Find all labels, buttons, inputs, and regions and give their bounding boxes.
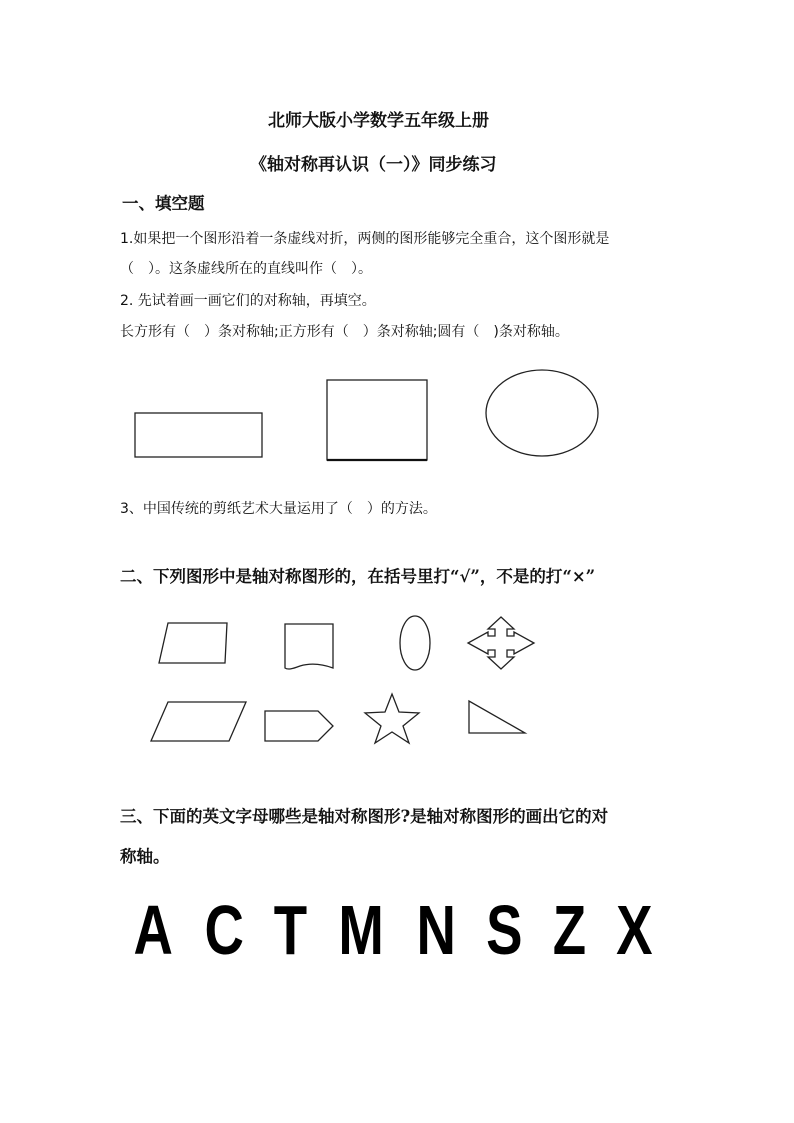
question1-line1: 1.如果把一个图形沿着一条虚线对折，两侧的图形能够完全重合，这个图形就是 xyxy=(120,231,610,247)
section3-heading-line2: 称轴。 xyxy=(120,847,170,866)
letter-m: M xyxy=(338,891,385,969)
four-way-arrow-shape xyxy=(468,617,534,669)
letter-z: Z xyxy=(553,891,587,969)
pentagon-arrow-shape xyxy=(265,711,333,741)
slanted-parallelogram-shape xyxy=(151,702,246,741)
square-shape xyxy=(327,380,427,460)
letter-n: N xyxy=(416,891,456,969)
star-shape xyxy=(365,694,419,743)
letter-x: X xyxy=(616,891,653,969)
question2-line2: 长方形有（ ）条对称轴;正方形有（ ）条对称轴;圆有（ )条对称轴。 xyxy=(120,324,569,340)
rectangle-shape xyxy=(135,413,262,457)
letter-s: S xyxy=(486,891,524,969)
worksheet-subtitle: 《轴对称再认识（一）》同步练习 xyxy=(250,155,497,175)
question2-line1: 2. 先试着画一画它们的对称轴，再填空。 xyxy=(120,293,376,309)
question1-line2: （ ）。这条虚线所在的直线叫作（ ）。 xyxy=(120,261,372,277)
worksheet-title: 北师大版小学数学五年级上册 xyxy=(268,111,489,131)
section3-heading-line1: 三、下面的英文字母哪些是轴对称图形?是轴对称图形的画出它的对 xyxy=(120,807,609,826)
section1-heading: 一、填空题 xyxy=(122,194,205,213)
parallelogram-shape xyxy=(159,623,227,663)
letter-t: T xyxy=(274,891,308,969)
right-triangle-shape xyxy=(469,701,525,733)
circle-shape xyxy=(486,370,598,456)
letter-a: A xyxy=(133,891,174,969)
letter-c: C xyxy=(204,891,244,969)
oval-shape xyxy=(400,616,430,670)
document-flowchart-shape xyxy=(285,624,333,669)
section2-heading: 二、下列图形中是轴对称图形的，在括号里打“√”，不是的打“×” xyxy=(120,567,596,586)
question3: 3、中国传统的剪纸艺术大量运用了（ ）的方法。 xyxy=(120,501,437,517)
letters-row xyxy=(128,890,658,970)
